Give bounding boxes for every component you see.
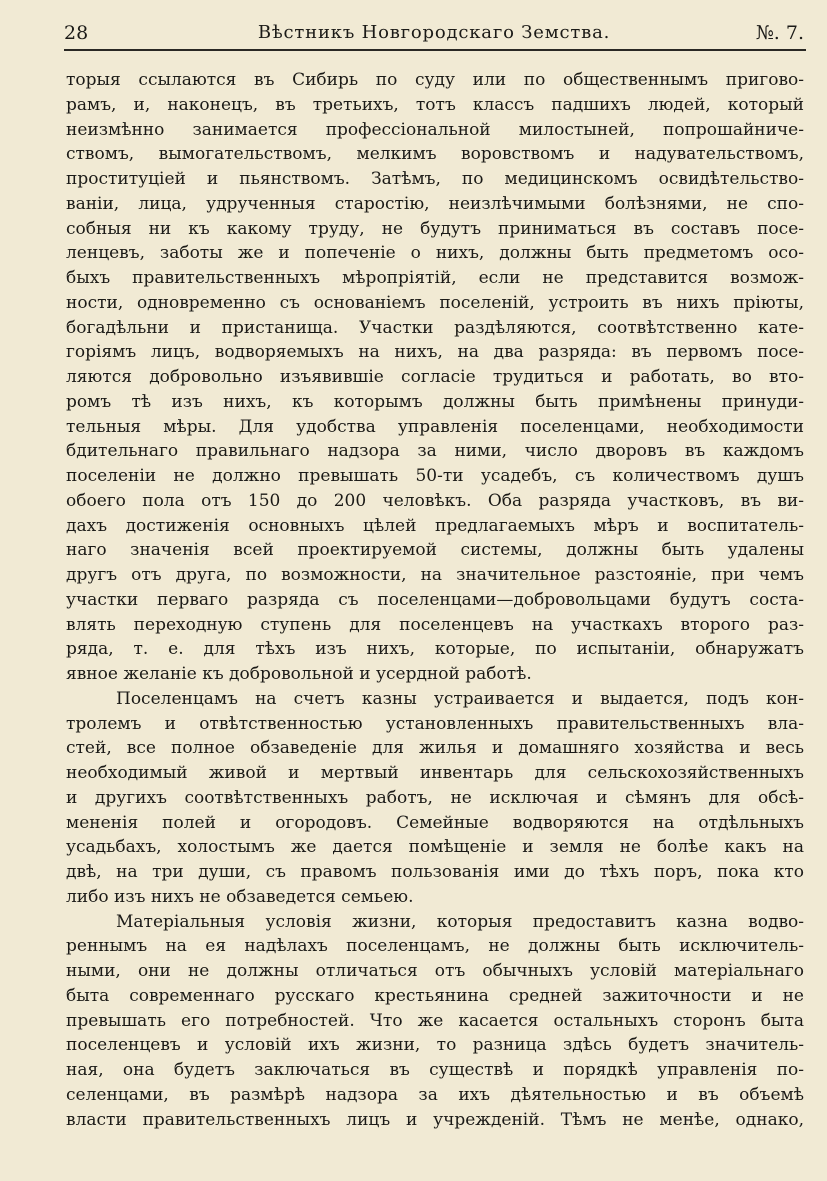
paragraph-first-line: Матеріальныя условія жизни, которыя предоставитъ казна водво- [116, 911, 804, 932]
text-line: необходимый живой и мертвый инвентарь для сельскохозяйственныхъ [66, 763, 804, 783]
text-line: горіямъ лицъ, водворяемыхъ на нихъ, на два разряда: въ первомъ посе- [66, 342, 804, 363]
text-line: ности, одновременно съ основаніемъ поселеній, устроить въ нихъ пріюты, [66, 292, 804, 313]
running-title: Вѣстникъ Новгородскаго Земства. [257, 22, 611, 43]
paragraph-last-line: либо изъ нихъ не обзаведется семьею. [66, 886, 414, 907]
text-line: ромъ тѣ изъ нихъ, къ которымъ должны быть примѣнены принуди- [66, 391, 804, 412]
text-line: обоего пола отъ 150 до 200 человѣкъ. Оба разряда участковъ, въ ви- [66, 490, 804, 511]
text-line: усадьбахъ, холостымъ же дается помѣщеніе и земля не болѣе какъ на [66, 837, 804, 858]
text-line: тролемъ и отвѣтственностью установленныхъ правительственныхъ вла- [66, 713, 804, 734]
text-line: быхъ правительственныхъ мѣропріятій, если не представится возмож- [66, 268, 804, 288]
text-line: ными, они не должны отличаться отъ обычныхъ условій матеріальнаго [66, 961, 804, 981]
text-line: дахъ достиженія основныхъ цѣлей предлагаемыхъ мѣръ и воспитатель- [66, 515, 804, 536]
text-line: собныя ни къ какому труду, не будутъ приниматься въ составъ посе- [66, 218, 804, 239]
issue-number: №. 7. [755, 22, 804, 44]
text-line: проституціей и пьянствомъ. Затѣмъ, по медицинскомъ освидѣтельство- [66, 169, 804, 189]
text-line: двѣ, на три души, съ правомъ пользованія ими до тѣхъ поръ, пока кто [66, 862, 804, 882]
text-line: быта современнаго русскаго крестьянина средней зажиточности и не [66, 985, 804, 1006]
paragraph-first-line: Поселенцамъ на счетъ казны устраивается и выдается, подъ кон- [116, 688, 804, 709]
text-line: мененія полей и огородовъ. Семейные водворяются на отдѣльныхъ [66, 812, 804, 833]
body-text [66, 68, 804, 1132]
text-line: торыя ссылаются въ Сибирь по суду или по общественнымъ пригово- [66, 70, 804, 90]
text-line: богадѣльни и пристанища. Участки раздѣляются, соотвѣтственно кате- [66, 317, 804, 338]
text-line: наго значенія всей проектируемой системы, должны быть удалены [66, 540, 804, 561]
text-line: селенцами, въ размѣрѣ надзора за ихъ дѣятельностью и въ объемѣ [66, 1084, 804, 1105]
text-line: другъ отъ друга, по возможности, на значительное разстояніе, при чемъ [66, 565, 804, 585]
text-line: поселеніи не должно превышать 50-ти усадебъ, съ количествомъ душъ [66, 466, 804, 486]
text-line: неизмѣнно занимается профессіональной милостыней, попрошайниче- [66, 119, 804, 140]
text-line: ляются добровольно изъявившіе согласіе трудиться и работать, во вто- [66, 367, 804, 387]
text-line: ряда, т. е. для тѣхъ изъ нихъ, которые, по испытаніи, обнаружатъ [66, 639, 804, 660]
text-line: влять переходную ступень для поселенцевъ на участкахъ второго раз- [66, 614, 804, 635]
text-line: участки перваго разряда съ поселенцами—добровольцами будутъ соста- [66, 589, 804, 610]
text-line: власти правительственныхъ лицъ и учрежденій. Тѣмъ не менѣе, однако, [66, 1109, 804, 1130]
text-line: бдительнаго правильнаго надзора за ними, число дворовъ въ каждомъ [66, 441, 804, 462]
text-line: поселенцевъ и условій ихъ жизни, то разница здѣсь будетъ значитель- [66, 1035, 804, 1056]
text-line: стей, все полное обзаведеніе для жилья и домашняго хозяйства и весь [66, 738, 804, 759]
text-line: тельныя мѣры. Для удобства управленія поселенцами, необходимости [66, 416, 804, 437]
page-number: 28 [64, 22, 89, 44]
text-line: ствомъ, вымогательствомъ, мелкимъ воровствомъ и надувательствомъ, [66, 144, 804, 165]
text-line: реннымъ на ея надѣлахъ поселенцамъ, не должны быть исключитель- [66, 936, 804, 957]
text-line: и другихъ соотвѣтственныхъ работъ, не исключая и сѣмянъ для обсѣ- [66, 787, 804, 808]
paragraph-last-line: явное желаніе къ добровольной и усердной работѣ. [66, 664, 532, 684]
header-rule [64, 49, 806, 51]
text-line: рамъ, и, наконецъ, въ третьихъ, тотъ классъ падшихъ людей, который [66, 94, 804, 115]
page-header [64, 20, 804, 50]
text-line: ная, она будетъ заключаться въ существѣ и порядкѣ управленія по- [66, 1060, 804, 1080]
text-line: ленцевъ, заботы же и попеченіе о нихъ, должны быть предметомъ осо- [66, 243, 804, 264]
text-line: превышать его потребностей. Что же касается остальныхъ сторонъ быта [66, 1010, 804, 1031]
text-line: ваніи, лица, удрученныя старостію, неизлѣчимыми болѣзнями, не спо- [66, 193, 804, 214]
